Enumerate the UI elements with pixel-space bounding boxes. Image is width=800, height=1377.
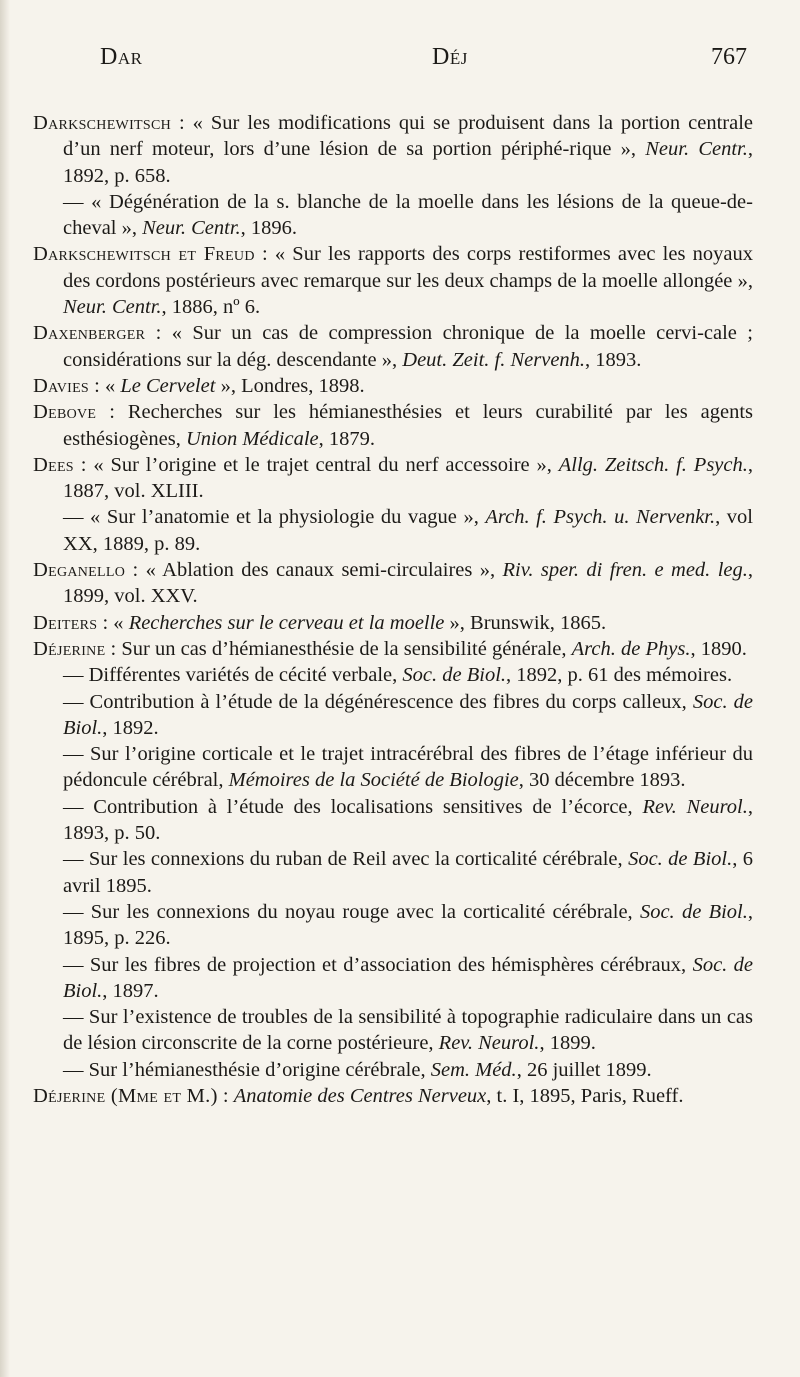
entry-journal: Rev. Neurol. — [438, 1032, 540, 1055]
bibliography-entry — [33, 610, 753, 636]
entry-journal: Riv. sper. di fren. e med. leg. — [502, 559, 748, 582]
entry-text: — Contribution à l’étude des localisations sensitives de l’écorce, — [63, 795, 643, 818]
entry-text: : « Sur l’origine et le trajet central du nerf accessoire », — [73, 453, 559, 476]
entry-journal: Soc. de Biol. — [63, 690, 753, 739]
entry-journal: Mémoires de la Société de Biologie — [228, 769, 519, 792]
entry-text: : « Sur les rapports des corps restiformes avec les noyaux des cordons postérieurs avec remarque sur les deux champs de la moelle allongée », — [63, 243, 753, 292]
bibliography-entry — [33, 320, 753, 373]
entry-tail: , 26 juillet 1899. — [516, 1058, 652, 1081]
entry-tail: », Londres, 1898. — [215, 374, 365, 397]
bibliography-entry — [33, 636, 753, 662]
entry-tail: , 1886, nº 6. — [161, 296, 261, 319]
entry-tail: , 30 décembre 1893. — [518, 769, 686, 792]
bibliography-entry — [33, 504, 753, 557]
entry-text: — Sur les fibres de projection et d’association des hémisphères cérébraux, — [63, 953, 693, 976]
entry-text: : Sur un cas d’hémianesthésie de la sensibilité générale, — [105, 637, 572, 660]
entry-journal: Arch. de Phys. — [571, 637, 691, 660]
entry-journal: Neur. Centr. — [645, 138, 748, 161]
entry-tail: , 1896. — [240, 217, 298, 240]
entry-author: Debove — [33, 401, 97, 424]
entry-author: Déjerine (Mme et M.) — [33, 1084, 218, 1107]
entry-author: Davies — [33, 374, 90, 397]
entry-author: Dees — [33, 453, 74, 476]
entry-text: — Sur l’hémianesthésie d’origine cérébrale, — [63, 1058, 431, 1081]
entry-journal: Rev. Neurol. — [642, 795, 748, 818]
entry-journal: Arch. f. Psych. u. Nervenkr. — [485, 506, 716, 529]
entry-tail: , 1899. — [539, 1032, 596, 1055]
entry-text: — « Sur l’anatomie et la physiologie du vague », — [63, 506, 486, 529]
entry-journal: Soc. de Biol. — [628, 848, 733, 871]
bibliography-entry — [33, 741, 753, 794]
bibliography-entry — [33, 1083, 753, 1109]
bibliography-entry — [33, 899, 753, 952]
bibliography-entry — [33, 1004, 753, 1057]
entry-text: : « — [89, 374, 121, 397]
entry-journal: Soc. de Biol. — [63, 953, 753, 1002]
entry-author: Darkschewitsch et Freud — [33, 243, 255, 266]
entry-text: : « — [97, 611, 129, 634]
header-right-guide-word: Déj — [432, 44, 468, 70]
entry-journal: Deut. Zeit. f. Nervenh. — [402, 348, 586, 371]
entry-text: : « Sur un cas de compression chronique de la moelle cervi-cale ; considérations sur la dég. descendante », — [63, 322, 753, 371]
bibliography-entry — [33, 794, 753, 847]
bibliography-entry — [33, 662, 753, 688]
entry-tail: , 6 avril 1895. — [63, 848, 753, 897]
bibliography-list — [33, 110, 753, 1109]
entry-text: — « Dégénération de la s. blanche de la moelle dans les lésions de la queue-de-cheval », — [63, 190, 753, 240]
entry-journal: Allg. Zeitsch. f. Psych. — [558, 453, 748, 476]
bibliography-entry — [33, 846, 753, 899]
page-number: 767 — [711, 44, 747, 70]
entry-journal: Recherches sur le cerveau et la moelle — [128, 611, 445, 634]
entry-tail: , 1892. — [102, 716, 159, 739]
entry-author: Deganello — [33, 559, 126, 582]
bibliography-entry — [33, 952, 753, 1005]
entry-author: Daxenberger — [33, 322, 146, 345]
entry-text: : « Sur les modifications qui se produisent dans la portion centrale d’un nerf moteur, lors d’une lésion de sa portion périphé-rique », — [63, 112, 753, 161]
entry-text: — Différentes variétés de cécité verbale, — [63, 664, 403, 687]
entry-journal: Le Cervelet — [120, 374, 216, 397]
entry-text: : — [217, 1084, 234, 1107]
entry-tail: », Brunswik, 1865. — [444, 611, 607, 634]
entry-text: : « Ablation des canaux semi-circulaires », — [125, 559, 503, 582]
bibliography-entry — [33, 689, 753, 742]
entry-author: Darkschewitsch — [33, 112, 172, 134]
entry-text: — Sur l’origine corticale et le trajet intracérébral des fibres de l’étage inférieur du pédoncule cérébral, — [63, 743, 753, 792]
entry-text: — Sur l’existence de troubles de la sensibilité à topographie radiculaire dans un cas de lésion circonscrite de la corne postérieure, — [63, 1006, 753, 1055]
bibliography-entry — [33, 452, 753, 505]
bibliography-entry — [33, 399, 753, 452]
entry-tail: , 1899, vol. XXV. — [63, 559, 753, 608]
entry-journal: Sem. Méd. — [430, 1058, 517, 1081]
entry-author: Deiters — [33, 611, 98, 634]
entry-text: — Sur les connexions du noyau rouge avec la corticalité cérébrale, — [63, 900, 640, 923]
bibliography-entry — [33, 241, 753, 320]
entry-tail: , t. I, 1895, Paris, Rueff. — [486, 1084, 684, 1107]
entry-tail: , 1895, p. 226. — [63, 900, 753, 950]
entry-tail: , 1893, p. 50. — [63, 795, 753, 845]
entry-tail: , 1897. — [102, 979, 159, 1002]
entry-author: Déjerine — [33, 637, 106, 660]
entry-journal: Soc. de Biol. — [639, 900, 748, 923]
bibliography-entry — [33, 1057, 753, 1083]
entry-text: — Contribution à l’étude de la dégénérescence des fibres du corps calleux, — [63, 690, 693, 713]
entry-journal: Union Médicale — [185, 427, 319, 450]
entry-tail: , 1879. — [318, 427, 375, 450]
entry-text: — Sur les connexions du ruban de Reil avec la corticalité cérébrale, — [63, 848, 629, 871]
bibliography-entry — [33, 557, 753, 610]
entry-journal: Anatomie des Centres Nerveux — [233, 1084, 487, 1107]
entry-tail: , 1892, p. 61 des mémoires. — [506, 664, 733, 687]
bibliography-entry — [33, 373, 753, 399]
entry-journal: Neur. Centr. — [63, 296, 162, 319]
page-binding-edge — [0, 0, 10, 1377]
bibliography-entry — [33, 189, 753, 242]
header-left-guide-word: Dar — [100, 44, 143, 70]
running-header — [0, 44, 800, 84]
entry-tail: , 1890. — [690, 637, 747, 660]
entry-journal: Soc. de Biol. — [402, 664, 507, 687]
entry-tail: , 1887, vol. XLIII. — [63, 453, 753, 503]
entry-tail: , 1893. — [585, 348, 642, 371]
entry-tail: , vol XX, 1889, p. 89. — [63, 506, 754, 555]
entry-journal: Neur. Centr. — [142, 217, 241, 240]
entry-text: : Recherches sur les hémianesthésies et leurs curabilité par les agents esthésiogènes, — [63, 401, 753, 450]
entry-tail: , 1892, p. 658. — [63, 138, 754, 187]
bibliography-entry — [33, 110, 753, 189]
